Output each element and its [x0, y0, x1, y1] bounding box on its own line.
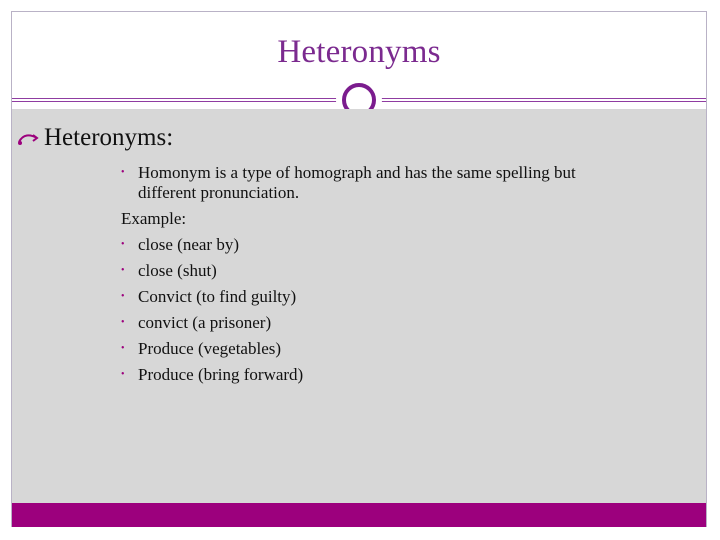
list-item: [121, 336, 681, 362]
ornament-scroll-icon: [16, 128, 40, 148]
heading-text: Heteronyms:: [44, 124, 174, 151]
list-item: [121, 362, 681, 388]
list-item: [121, 232, 681, 258]
list-item-text: close (shut): [138, 261, 217, 280]
bullet-icon: •: [121, 239, 125, 250]
list-item-text: Homonym is a type of homograph and has the same spelling but: [138, 163, 576, 182]
bullet-icon: •: [121, 265, 125, 276]
list-item-text: Convict (to find guilty): [138, 287, 297, 306]
example-label-text: Example:: [121, 209, 187, 228]
list-item-text: convict (a prisoner): [138, 313, 272, 332]
list-item: [121, 310, 681, 336]
list-item-text: Produce (bring forward): [138, 365, 304, 384]
list-item-text: Produce (vegetables): [138, 339, 282, 358]
bullet-icon: •: [121, 317, 125, 328]
bullet-icon: •: [121, 291, 125, 302]
example-label: [121, 206, 681, 232]
content-heading: [16, 124, 173, 152]
slide-title: Heteronyms: [277, 34, 441, 70]
slide-body: [121, 160, 681, 388]
bullet-icon: •: [121, 343, 125, 354]
list-item: [121, 258, 681, 284]
bullet-icon: •: [121, 167, 125, 178]
footer-bar: [12, 503, 706, 527]
list-item: [121, 284, 681, 310]
bullet-icon: •: [121, 369, 125, 380]
list-item-text: close (near by): [138, 235, 240, 254]
list-item-text: different pronunciation.: [138, 183, 300, 202]
